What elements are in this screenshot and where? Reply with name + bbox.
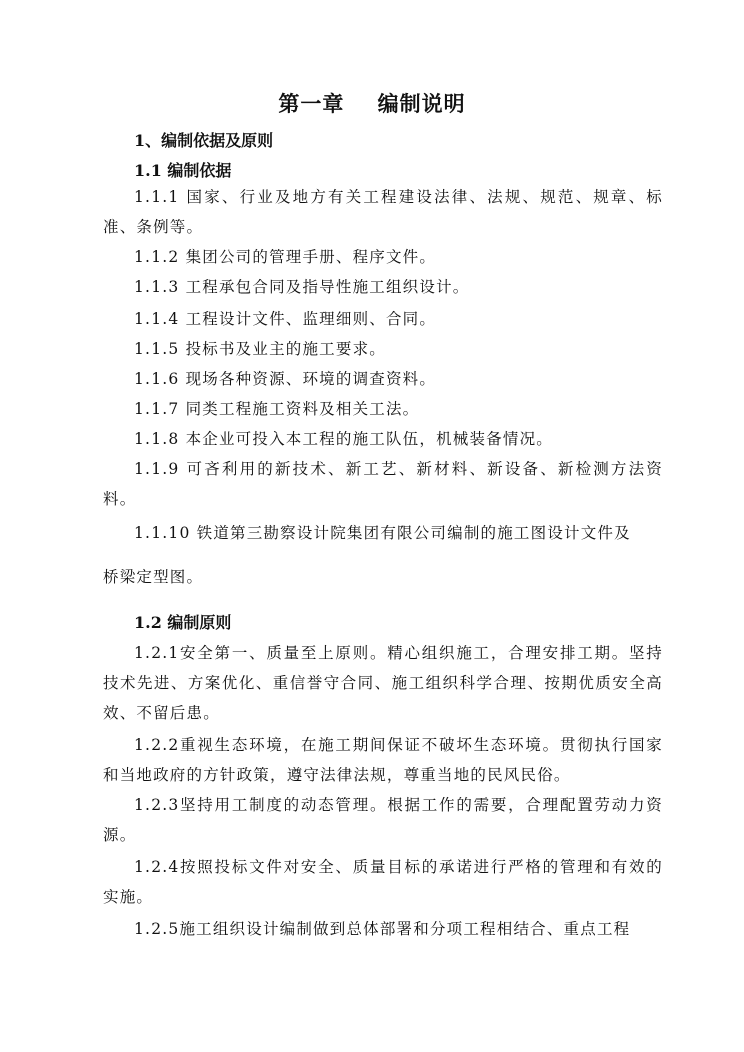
- paragraph-1-1-10: 1.1.10 铁道第三勘察设计院集团有限公司编制的施工图设计文件及: [134, 524, 631, 542]
- paragraph-1-2-4: 1.2.4按照投标文件对安全、质量目标的承诺进行严格的管理和有效的实施。: [103, 858, 663, 906]
- paragraph-1-1-2: 1.1.2 集团公司的管理手册、程序文件。: [134, 248, 437, 266]
- paragraph-1-2-3: 1.2.3坚持用工制度的动态管理。根据工作的需要，合理配置劳动力资源。: [103, 796, 663, 844]
- paragraph-1-2-2: 1.2.2重视生态环境，在施工期间保证不破坏生态环境。贯彻执行国家和当地政府的方针政策，遵守法律法规，尊重当地的民风民俗。: [103, 736, 663, 784]
- chapter-title: 第一章 编制说明: [278, 91, 466, 116]
- subsection-heading-principles: 1.2 编制原则: [134, 613, 232, 632]
- paragraph-1-1-4: 1.1.4 工程设计文件、监理细则、合同。: [134, 310, 437, 328]
- paragraph-1-1-10-continued: 桥梁定型图。: [103, 568, 204, 586]
- paragraph-1-2-5: 1.2.5施工组织设计编制做到总体部署和分项工程相结合、重点工程: [134, 920, 631, 938]
- paragraph-1-1-7: 1.1.7 同类工程施工资料及相关工法。: [134, 400, 420, 418]
- paragraph-1-1-6: 1.1.6 现场各种资源、环境的调查资料。: [134, 370, 437, 388]
- paragraph-1-2-1: 1.2.1安全第一、质量至上原则。精心组织施工，合理安排工期。坚持技术先进、方案优化、重信誉守合同、施工组织科学合理、按期优质安全高效、不留后患。: [103, 644, 663, 722]
- paragraph-1-1-9: 1.1.9 可吝利用的新技术、新工艺、新材料、新设备、新检测方法资料。: [103, 460, 663, 508]
- subsection-heading-basis: 1.1 编制依据: [134, 161, 232, 180]
- section-heading-basis-and-principles: 1、编制依据及原则: [134, 131, 274, 150]
- paragraph-1-1-5: 1.1.5 投标书及业主的施工要求。: [134, 340, 386, 358]
- paragraph-1-1-8: 1.1.8 本企业可投入本工程的施工队伍，机械装备情况。: [134, 430, 553, 448]
- paragraph-1-1-1: 1.1.1 国家、行业及地方有关工程建设法律、法规、规范、规章、标准、条例等。: [103, 188, 663, 236]
- paragraph-1-1-3: 1.1.3 工程承包合同及指导性施工组织设计。: [134, 278, 470, 296]
